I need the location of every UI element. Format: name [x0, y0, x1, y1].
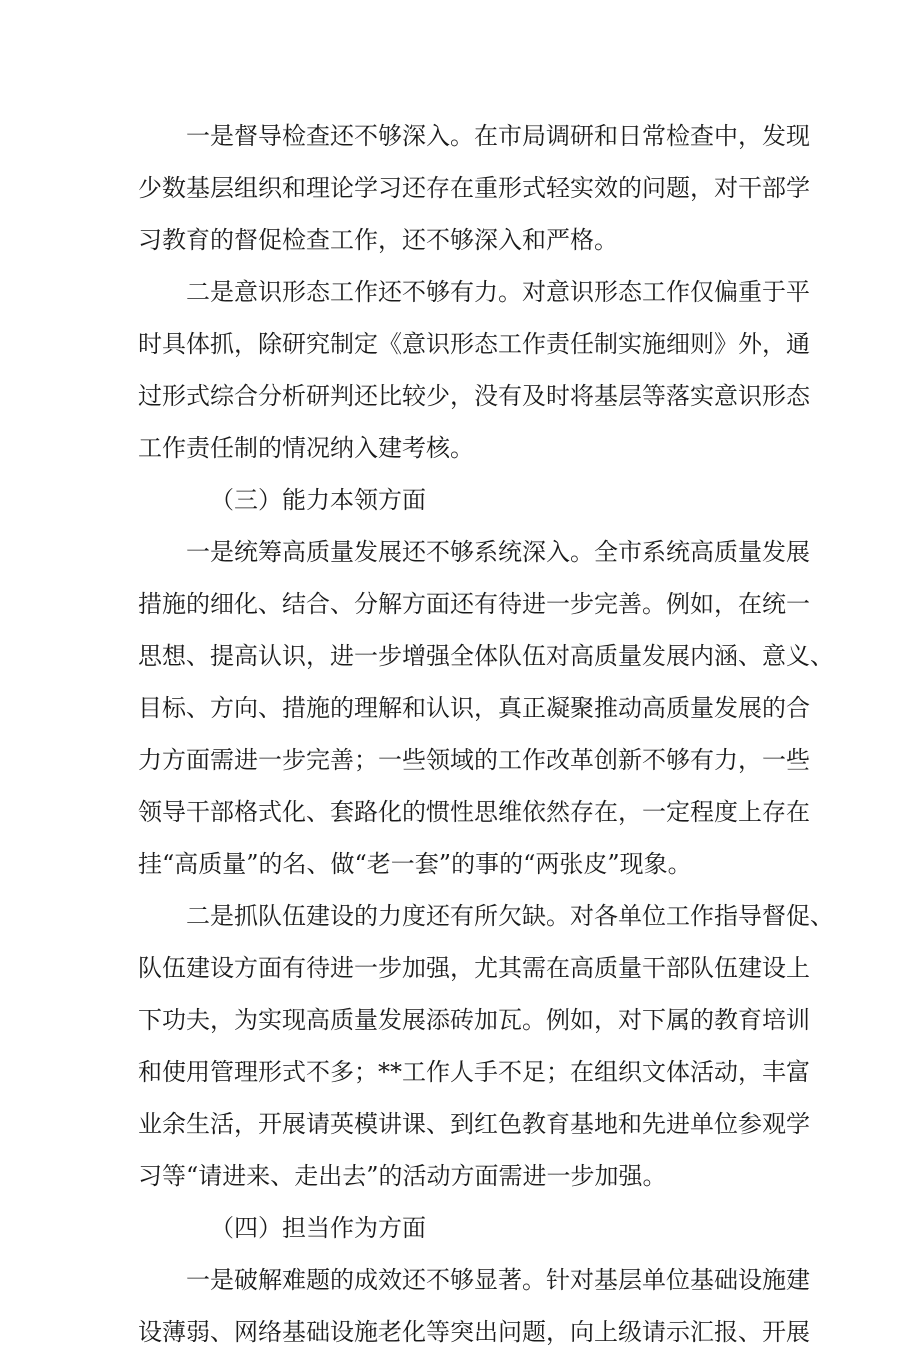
document-body	[138, 110, 834, 1358]
paragraph-line: 业余生活，开展请英模讲课、到红色教育基地和先进单位参观学	[138, 1110, 810, 1138]
paragraph-line: 二是意识形态工作还不够有力。对意识形态工作仅偏重于平	[186, 278, 810, 306]
paragraph-line: 少数基层组织和理论学习还存在重形式轻实效的问题，对干部学	[138, 174, 810, 202]
paragraph-line: 一是督导检查还不够深入。在市局调研和日常检查中，发现	[186, 122, 810, 150]
paragraph-line: 设薄弱、网络基础设施老化等突出问题，向上级请示汇报、开展	[138, 1318, 810, 1346]
paragraph-line: 力方面需进一步完善；一些领域的工作改革创新不够有力，一些	[138, 746, 810, 774]
paragraph-line: 领导干部格式化、套路化的惯性思维依然存在，一定程度上存在	[138, 798, 810, 826]
paragraph-line: 下功夫，为实现高质量发展添砖加瓦。例如，对下属的教育培训	[138, 1006, 810, 1034]
paragraph-line: 和使用管理形式不多；**工作人手不足；在组织文体活动，丰富	[138, 1058, 810, 1086]
paragraph-line: 过形式综合分析研判还比较少，没有及时将基层等落实意识形态	[138, 382, 810, 410]
paragraph-line: 思想、提高认识，进一步增强全体队伍对高质量发展内涵、意义、	[138, 642, 834, 670]
paragraph-line: 挂“高质量”的名、做“老一套”的事的“两张皮”现象。	[138, 850, 692, 878]
paragraph-line: 习教育的督促检查工作，还不够深入和严格。	[138, 226, 618, 254]
paragraph-line: 习等“请进来、走出去”的活动方面需进一步加强。	[138, 1162, 667, 1190]
paragraph-line: 队伍建设方面有待进一步加强，尤其需在高质量干部队伍建设上	[138, 954, 810, 982]
paragraph-line: 措施的细化、结合、分解方面还有待进一步完善。例如，在统一	[138, 590, 810, 618]
section-heading: （四）担当作为方面	[210, 1214, 426, 1242]
paragraph-line: 二是抓队伍建设的力度还有所欠缺。对各单位工作指导督促、	[186, 902, 834, 930]
paragraph-line: 一是统筹高质量发展还不够系统深入。全市系统高质量发展	[186, 538, 810, 566]
paragraph-line: 目标、方向、措施的理解和认识，真正凝聚推动高质量发展的合	[138, 694, 810, 722]
paragraph-line: 工作责任制的情况纳入建考核。	[138, 434, 474, 462]
paragraph-line: 时具体抓，除研究制定《意识形态工作责任制实施细则》外，通	[138, 330, 810, 358]
section-heading: （三）能力本领方面	[210, 486, 426, 514]
paragraph-line: 一是破解难题的成效还不够显著。针对基层单位基础设施建	[186, 1266, 810, 1294]
